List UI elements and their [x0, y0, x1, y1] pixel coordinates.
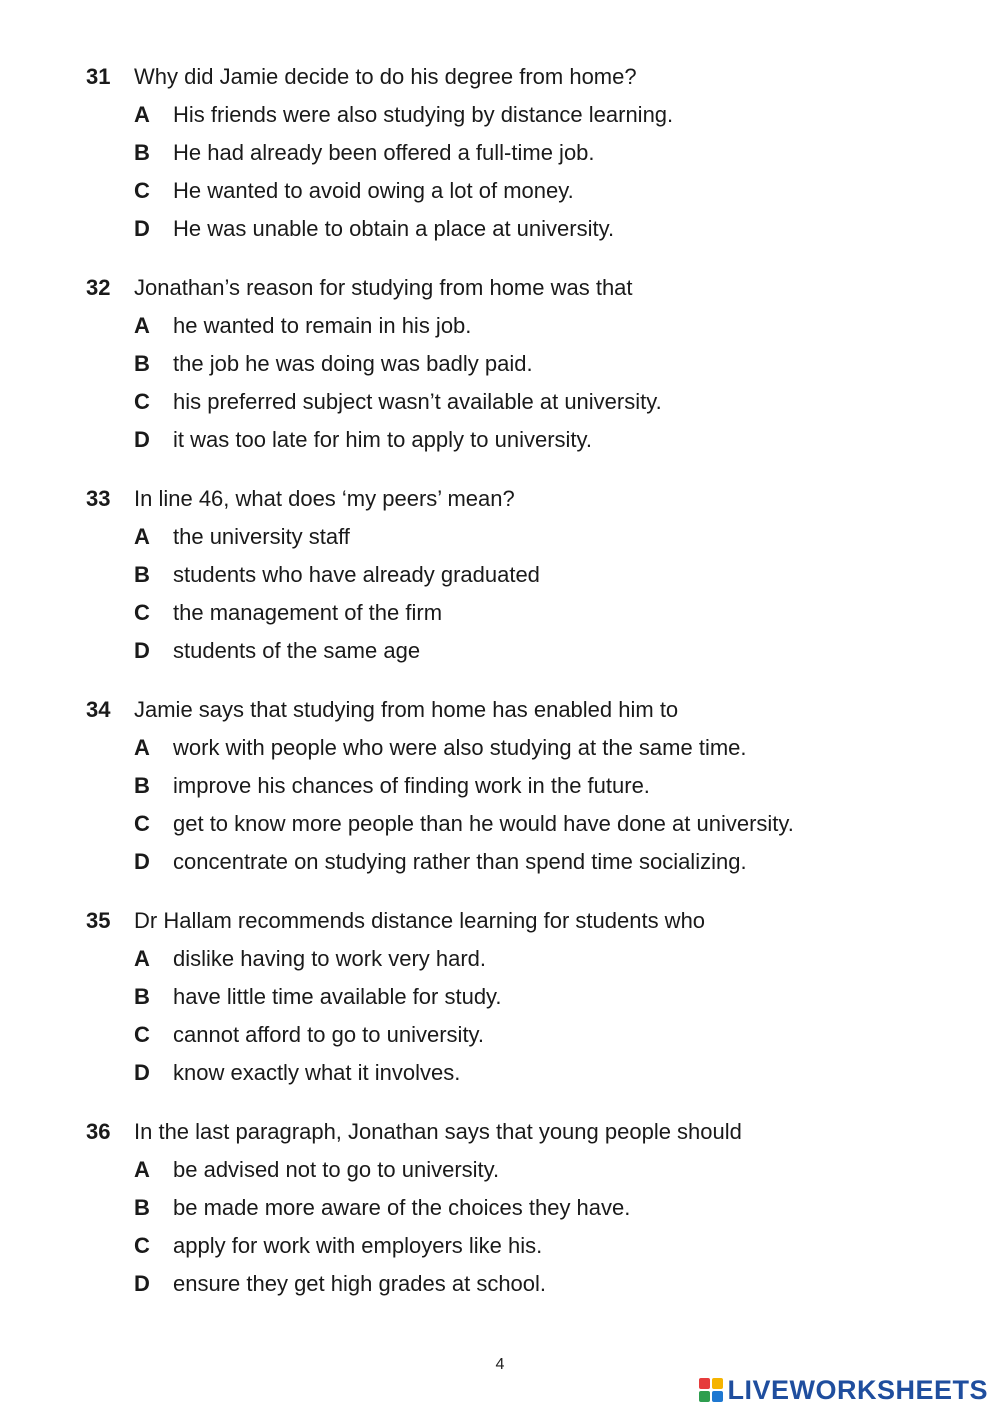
question-34 [86, 691, 966, 881]
option-text: His friends were also studying by distance learning. [173, 102, 674, 127]
question-stem: In the last paragraph, Jonathan says that young people should [134, 1119, 742, 1144]
page-number: 4 [495, 1356, 505, 1373]
option-b[interactable] [86, 978, 966, 1016]
brand-name: LIVEWORKSHEETS [727, 1374, 988, 1405]
option-letter: A [134, 524, 150, 549]
logo-square-2 [712, 1378, 723, 1389]
option-letter: B [134, 773, 150, 798]
option-text: be made more aware of the choices they have. [173, 1195, 631, 1220]
option-letter: A [134, 946, 150, 971]
option-d[interactable] [86, 1265, 966, 1303]
option-c[interactable] [86, 594, 966, 632]
question-stem-row [86, 269, 966, 307]
option-text: students of the same age [173, 638, 421, 663]
option-text: know exactly what it involves. [173, 1060, 461, 1085]
option-letter: C [134, 1022, 150, 1047]
option-letter: D [134, 1271, 150, 1296]
option-d[interactable] [86, 421, 966, 459]
option-d[interactable] [86, 1054, 966, 1092]
option-letter: C [134, 600, 150, 625]
option-a[interactable] [86, 518, 966, 556]
option-text: get to know more people than he would have done at university. [173, 811, 794, 836]
option-letter: D [134, 427, 150, 452]
option-d[interactable] [86, 632, 966, 670]
option-d[interactable] [86, 843, 966, 881]
option-letter: C [134, 389, 150, 414]
question-number: 35 [86, 908, 111, 933]
question-number: 34 [86, 697, 111, 722]
option-text: work with people who were also studying at the same time. [173, 735, 747, 760]
option-b[interactable] [86, 134, 966, 172]
option-a[interactable] [86, 729, 966, 767]
option-text: it was too late for him to apply to university. [173, 427, 592, 452]
option-letter: D [134, 849, 150, 874]
option-text: his preferred subject wasn’t available at university. [173, 389, 662, 414]
question-stem: Jamie says that studying from home has enabled him to [134, 697, 679, 722]
option-text: be advised not to go to university. [173, 1157, 500, 1182]
option-c[interactable] [86, 1016, 966, 1054]
option-letter: B [134, 351, 150, 376]
option-letter: D [134, 638, 150, 663]
question-32 [86, 269, 966, 459]
option-text: the university staff [173, 524, 350, 549]
option-c[interactable] [86, 383, 966, 421]
option-letter: A [134, 735, 150, 760]
option-a[interactable] [86, 1151, 966, 1189]
question-35 [86, 902, 966, 1092]
liveworksheets-brand[interactable] [699, 1374, 988, 1406]
option-letter: B [134, 984, 150, 1009]
option-d[interactable] [86, 210, 966, 248]
question-stem-row [86, 58, 966, 96]
question-number: 31 [86, 64, 111, 89]
option-letter: D [134, 216, 150, 241]
option-c[interactable] [86, 172, 966, 210]
option-text: cannot afford to go to university. [173, 1022, 485, 1047]
option-letter: B [134, 1195, 150, 1220]
question-stem: In line 46, what does ‘my peers’ mean? [134, 486, 515, 511]
option-text: ensure they get high grades at school. [173, 1271, 547, 1296]
question-stem-row [86, 691, 966, 729]
question-list [86, 58, 966, 1324]
option-letter: A [134, 1157, 150, 1182]
option-text: apply for work with employers like his. [173, 1233, 543, 1258]
option-text: dislike having to work very hard. [173, 946, 487, 971]
option-letter: C [134, 178, 150, 203]
question-31 [86, 58, 966, 248]
option-letter: D [134, 1060, 150, 1085]
option-text: the job he was doing was badly paid. [173, 351, 533, 376]
logo-square-1 [699, 1378, 710, 1389]
question-stem-row [86, 902, 966, 940]
option-text: He wanted to avoid owing a lot of money. [173, 178, 574, 203]
option-b[interactable] [86, 1189, 966, 1227]
question-33 [86, 480, 966, 670]
question-number: 32 [86, 275, 111, 300]
option-a[interactable] [86, 307, 966, 345]
option-text: He had already been offered a full-time job. [173, 140, 595, 165]
question-stem: Why did Jamie decide to do his degree from home? [134, 64, 637, 89]
option-text: improve his chances of finding work in the future. [173, 773, 650, 798]
option-letter: C [134, 811, 150, 836]
option-a[interactable] [86, 940, 966, 978]
option-text: concentrate on studying rather than spend time socializing. [173, 849, 747, 874]
question-stem: Jonathan’s reason for studying from home was that [134, 275, 633, 300]
question-stem: Dr Hallam recommends distance learning for students who [134, 908, 706, 933]
option-letter: C [134, 1233, 150, 1258]
option-text: have little time available for study. [173, 984, 502, 1009]
question-number: 33 [86, 486, 111, 511]
option-text: the management of the firm [173, 600, 443, 625]
option-b[interactable] [86, 345, 966, 383]
question-36 [86, 1113, 966, 1303]
option-b[interactable] [86, 556, 966, 594]
question-stem-row [86, 1113, 966, 1151]
option-a[interactable] [86, 96, 966, 134]
option-text: he wanted to remain in his job. [173, 313, 472, 338]
option-c[interactable] [86, 805, 966, 843]
option-letter: B [134, 140, 150, 165]
logo-square-4 [712, 1391, 723, 1402]
option-text: students who have already graduated [173, 562, 540, 587]
option-letter: B [134, 562, 150, 587]
option-letter: A [134, 313, 150, 338]
question-stem-row [86, 480, 966, 518]
option-letter: A [134, 102, 150, 127]
option-c[interactable] [86, 1227, 966, 1265]
question-number: 36 [86, 1119, 111, 1144]
liveworksheets-logo-icon [699, 1378, 723, 1402]
logo-square-3 [699, 1391, 710, 1402]
option-b[interactable] [86, 767, 966, 805]
option-text: He was unable to obtain a place at university. [173, 216, 615, 241]
